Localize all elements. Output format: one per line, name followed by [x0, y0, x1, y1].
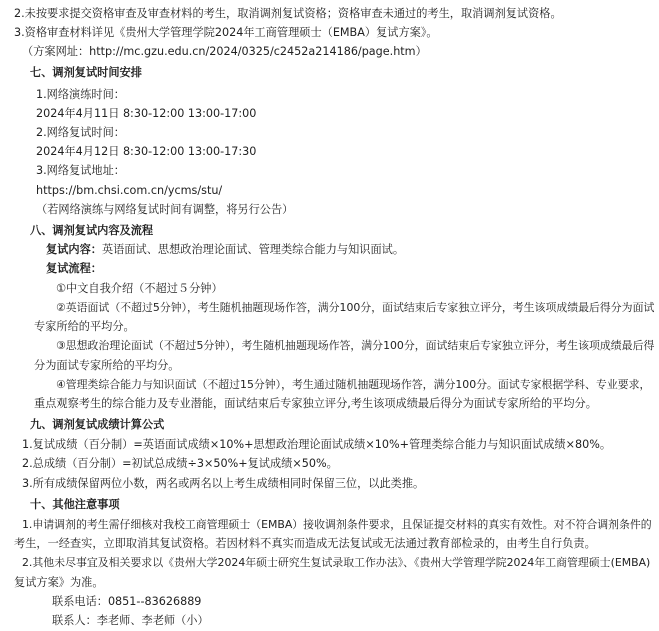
- drill-time-label: 1.网络演练时间：: [36, 87, 125, 101]
- formula-3: 3.所有成绩保留两位小数，两名或两名以上考生成绩相同时保留三位，以此类推。: [22, 476, 425, 490]
- contact-phone: 联系电话：0851--83626889: [52, 594, 202, 608]
- requirement-3-text: 3.资格审查材料详见《贵州大学管理学院2024年工商管理硕士（EMBA）复试方案》。: [14, 26, 438, 40]
- exam-address-label: 3.网络复试地址：: [36, 164, 125, 178]
- content-label: 复试内容：: [46, 243, 102, 257]
- section-9-heading: 九、调剂复试成绩计算公式: [30, 418, 165, 432]
- contact-person: 联系人：李老师、李老师（小）: [52, 614, 209, 627]
- section-10-heading: 十、其他注意事项: [30, 497, 120, 511]
- plan-url-text: （方案网址：http://mc.gzu.edu.cn/2024/0325/c2452a214186/page.htm）: [22, 44, 427, 58]
- drill-time-value: 2024年4月11日 8:30-12:00 13:00-17:00: [36, 106, 257, 120]
- step-2-line-1: ②英语面试（不超过5分钟），考生随机抽题现场作答，满分100分，面试结束后专家独立评分，考生该项成绩最后得分为面试: [56, 300, 655, 314]
- content-text: 英语面试、思想政治理论面试、管理类综合能力与知识面试。: [101, 243, 405, 257]
- exam-address-url: https://bm.chsi.com.cn/ycms/stu/: [36, 183, 223, 197]
- note-2-line-1: 2.其他未尽事宜及相关要求以《贵州大学2024年硕士研究生复试录取工作办法》、《贵州大学管理学院2024年工商管理硕士(EMBA): [22, 556, 651, 570]
- note-1-line-1: 1.申请调剂的考生需仔细核对我校工商管理硕士（EMBA）接收调剂条件要求，且保证提交材料的真实有效性。对不符合调剂条件的: [22, 517, 652, 531]
- schedule-note: （若网络演练与网络复试时间有调整，将另行公告）: [36, 202, 294, 216]
- note-1-line-2: 考生，一经查实，立即取消其复试资格。若因材料不真实而造成无法复试或无法通过教育部检录的，由考生自行负责。: [14, 537, 596, 551]
- requirement-2-text: 2.未按要求提交资格审查及审查材料的考生，取消调剂复试资格；资格审查未通过的考生，取消调剂复试资格。: [14, 7, 562, 20]
- exam-time-value: 2024年4月12日 8:30-12:00 13:00-17:30: [36, 145, 257, 159]
- formula-1: 1.复试成绩（百分制）=英语面试成绩×10%+思想政治理论面试成绩×10%+管理类综合能力与知识面试成绩×80%。: [22, 438, 612, 452]
- section-8-heading: 八、调剂复试内容及流程: [30, 223, 154, 237]
- formula-2: 2.总成绩（百分制）=初试总成绩÷3×50%+复试成绩×50%。: [22, 457, 338, 471]
- step-2-line-2: 专家所给的平均分。: [34, 320, 135, 334]
- note-2-line-2: 复试方案》为准。: [14, 575, 104, 589]
- step-4-line-1: ④管理类综合能力与知识面试（不超过15分钟），考生通过随机抽题现场作答，满分100分。面试专家根据学科、专业要求，: [56, 377, 651, 391]
- exam-time-label: 2.网络复试时间：: [36, 126, 125, 140]
- section-7-heading: 七、调剂复试时间安排: [30, 65, 142, 79]
- step-4-line-2: 重点观察考生的综合能力及专业潜能，面试结束后专家独立评分,考生该项成绩最后得分为面试专家所给的平均分。: [34, 397, 597, 411]
- step-3-line-2: 分为面试专家所给的平均分。: [34, 358, 180, 372]
- step-1: ①中文自我介绍（不超过５分钟）: [56, 281, 223, 295]
- content-row: [46, 240, 404, 260]
- step-3-line-1: ③思想政治理论面试（不超过5分钟），考生随机抽题现场作答，满分100分，面试结束后专家独立评分，考生该项成绩最后得: [56, 339, 655, 353]
- process-label: 复试流程：: [46, 262, 102, 276]
